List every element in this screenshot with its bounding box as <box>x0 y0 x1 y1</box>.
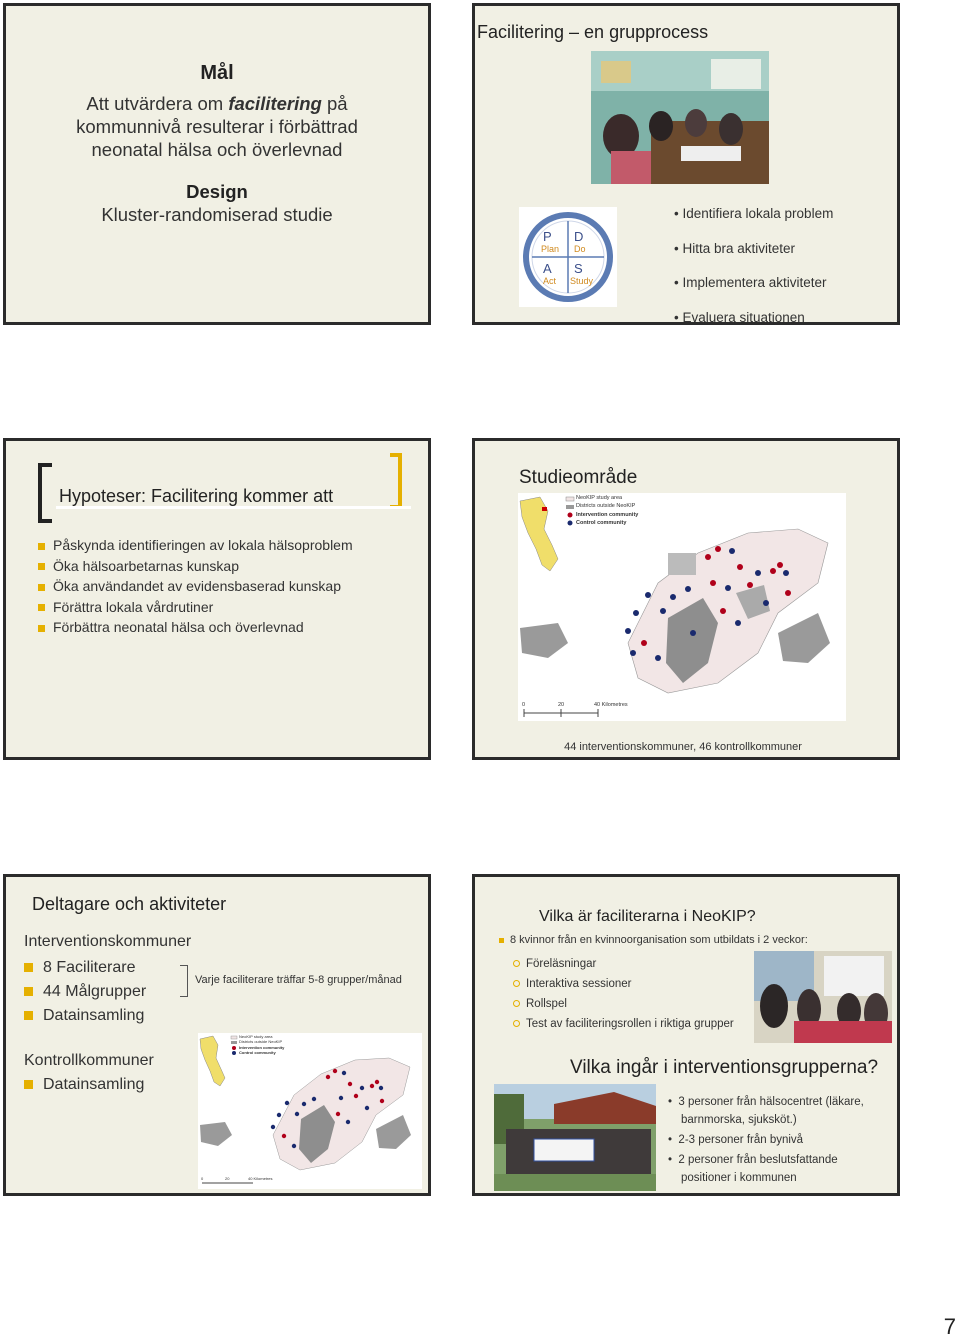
member-item: • 3 personer från hälsocentret (läkare, barnmorska, sjuksköt.) <box>668 1096 864 1126</box>
legend-intervention: Intervention community <box>576 512 639 518</box>
slide-title: Deltagare och aktiviteter <box>32 894 227 914</box>
pdsa-p: P <box>543 229 552 244</box>
slide-facilitators <box>472 874 900 1196</box>
member-text: 2 personer från beslutsfattande positioner i kommunen <box>678 1154 838 1184</box>
map-graphic <box>198 1033 422 1189</box>
member-item: • 2 personer från beslutsfattande positioner i kommunen <box>668 1154 838 1184</box>
legend-outside: Districts outside NeoKIP <box>239 1039 283 1044</box>
hypotheses-list <box>38 535 353 638</box>
control-label: Kontrollkommuner <box>24 1052 154 1069</box>
circle-bullet-icon <box>513 1020 520 1027</box>
hypothesis-item <box>38 535 353 556</box>
bullet-icon <box>38 625 45 632</box>
intervention-label: Interventionskommuner <box>24 933 192 950</box>
step-text: Evaluera situationen <box>682 309 805 325</box>
training-item <box>513 994 734 1014</box>
bullet-icon <box>38 604 45 611</box>
group-photo <box>494 1084 656 1191</box>
scale-0: 0 <box>201 1176 204 1181</box>
member-text: 2-3 personer från bynivå <box>678 1134 804 1146</box>
pdsa-do: Do <box>574 244 586 254</box>
bullet-icon <box>38 584 45 591</box>
goal-text <box>6 92 428 161</box>
hypothesis-item <box>38 556 353 577</box>
training-text: Rollspel <box>526 998 567 1010</box>
step-item: • Hitta bra aktiviteter <box>674 240 796 256</box>
bullet-icon <box>24 963 33 972</box>
item-text: Datainsamling <box>43 1007 145 1024</box>
bullet-icon <box>24 1080 33 1089</box>
design-text: Kluster-randomiserad studie <box>101 204 333 225</box>
training-list <box>513 954 734 1034</box>
bullet-icon <box>24 987 33 996</box>
step-text: Implementera aktiviteter <box>682 275 827 290</box>
step-text: Identifiera lokala problem <box>682 206 834 221</box>
circle-bullet-icon <box>513 1000 520 1007</box>
slide-title: Vilka är faciliterarna i NeoKIP? <box>539 908 756 925</box>
intervention-item <box>24 956 146 980</box>
brace-note: Varje faciliterare träffar 5-8 grupper/månad <box>195 974 402 986</box>
brace-icon <box>180 965 188 997</box>
scale-0: 0 <box>522 702 526 708</box>
item-text: Datainsamling <box>43 1076 145 1093</box>
scale-40: 40 Kilometres <box>594 702 628 708</box>
pdsa-cycle-diagram <box>519 207 617 307</box>
circle-bullet-icon <box>513 960 520 967</box>
design-title: Design <box>186 181 248 202</box>
pdsa-study: Study <box>570 276 594 286</box>
slide-subtitle: Vilka ingår i interventionsgrupperna? <box>570 1057 879 1078</box>
study-area-map <box>518 493 846 721</box>
hypothesis-item <box>38 617 353 638</box>
legend-study-area: NeoKIP study area <box>239 1034 273 1039</box>
control-item <box>24 1076 144 1094</box>
group-meeting-photo <box>591 51 769 184</box>
member-item: • 2-3 personer från bynivå <box>668 1134 804 1146</box>
member-text: 3 personer från hälsocentret (läkare, barnmorska, sjuksköt.) <box>678 1096 864 1126</box>
goal-line1-post: på <box>321 93 348 114</box>
bullet-icon <box>38 563 45 570</box>
lead-text <box>499 934 808 946</box>
training-text: Test av faciliteringsrollen i riktiga grupper <box>526 1018 734 1030</box>
goal-line2: kommunnivå resulterar i förbättrad <box>76 116 358 137</box>
slide-hypotheses <box>3 438 431 760</box>
pdsa-s: S <box>574 261 583 276</box>
members-list <box>668 1093 886 1187</box>
bullet-icon <box>38 543 45 550</box>
hypothesis-text: Påskynda identifieringen av lokala hälsoproblem <box>53 537 353 553</box>
training-item <box>513 974 734 994</box>
hypothesis-text: Förbättra neonatal hälsa och överlevnad <box>53 619 304 635</box>
scale-20: 20 <box>558 702 565 708</box>
training-text: Interaktiva sessioner <box>526 978 632 990</box>
training-photo <box>754 951 892 1043</box>
page-number: 7 <box>943 1314 956 1339</box>
map-graphic <box>518 493 846 721</box>
intervention-item <box>24 1004 146 1028</box>
legend-outside: Districts outside NeoKIP <box>576 503 636 509</box>
hypothesis-text: Öka hälsoarbetarnas kunskap <box>53 557 239 574</box>
step-item: • Identifiera lokala problem <box>674 206 834 221</box>
slide-facilitation <box>472 3 900 325</box>
legend-control: Control community <box>576 520 627 526</box>
pdsa-act: Act <box>543 276 557 286</box>
goal-line1-pre: Att utvärdera om <box>86 93 229 114</box>
hypothesis-item <box>38 576 353 597</box>
control-list <box>24 1076 144 1094</box>
slide-participants <box>3 874 431 1196</box>
legend-intervention: Intervention community <box>239 1045 285 1050</box>
goal-line3: neonatal hälsa och överlevnad <box>91 139 343 160</box>
scale-40: 40 Kilometres <box>248 1176 273 1181</box>
facilitation-steps <box>674 197 833 335</box>
training-text: Föreläsningar <box>526 958 597 970</box>
pdsa-d: D <box>574 229 584 244</box>
slide-title: Facilitering – en grupprocess <box>477 22 709 42</box>
right-bracket <box>390 453 402 509</box>
slide-title: Hypoteser: Facilitering kommer att <box>59 486 334 506</box>
left-bracket <box>38 463 52 523</box>
legend-study-area: NeoKIP study area <box>576 495 623 501</box>
step-item: • Evaluera situationen <box>674 309 805 325</box>
hypothesis-text: Öka användandet av evidensbaserad kunskap <box>53 578 341 594</box>
slide-goal-design <box>3 3 431 325</box>
pdsa-a: A <box>543 261 552 276</box>
intervention-list <box>24 956 146 1028</box>
training-item <box>513 1014 734 1034</box>
map-caption: 44 interventionskommuner, 46 kontrollkommuner <box>564 741 802 753</box>
slide-study-area <box>472 438 900 760</box>
step-item: • Implementera aktiviteter <box>674 275 827 290</box>
hypothesis-item <box>38 597 353 618</box>
legend-control: Control community <box>239 1050 276 1055</box>
bullet-icon <box>499 938 504 943</box>
item-text: 8 Faciliterare <box>43 959 136 976</box>
item-text: 44 Målgrupper <box>43 983 147 1000</box>
training-item <box>513 954 734 974</box>
bullet-icon <box>24 1011 33 1020</box>
lead-label: 8 kvinnor från en kvinnoorganisation som utbildats i 2 veckor: <box>510 934 808 946</box>
scale-20: 20 <box>225 1176 230 1181</box>
circle-bullet-icon <box>513 980 520 987</box>
intervention-item <box>24 980 146 1004</box>
hypothesis-text: Förättra lokala vårdrutiner <box>53 598 214 615</box>
step-text: Hitta bra aktiviteter <box>682 240 796 256</box>
slide-title: Studieområde <box>519 467 638 488</box>
study-area-map-small <box>198 1033 422 1189</box>
goal-title: Mål <box>200 62 234 84</box>
pdsa-plan: Plan <box>541 244 560 254</box>
goal-emphasis: facilitering <box>228 93 322 114</box>
